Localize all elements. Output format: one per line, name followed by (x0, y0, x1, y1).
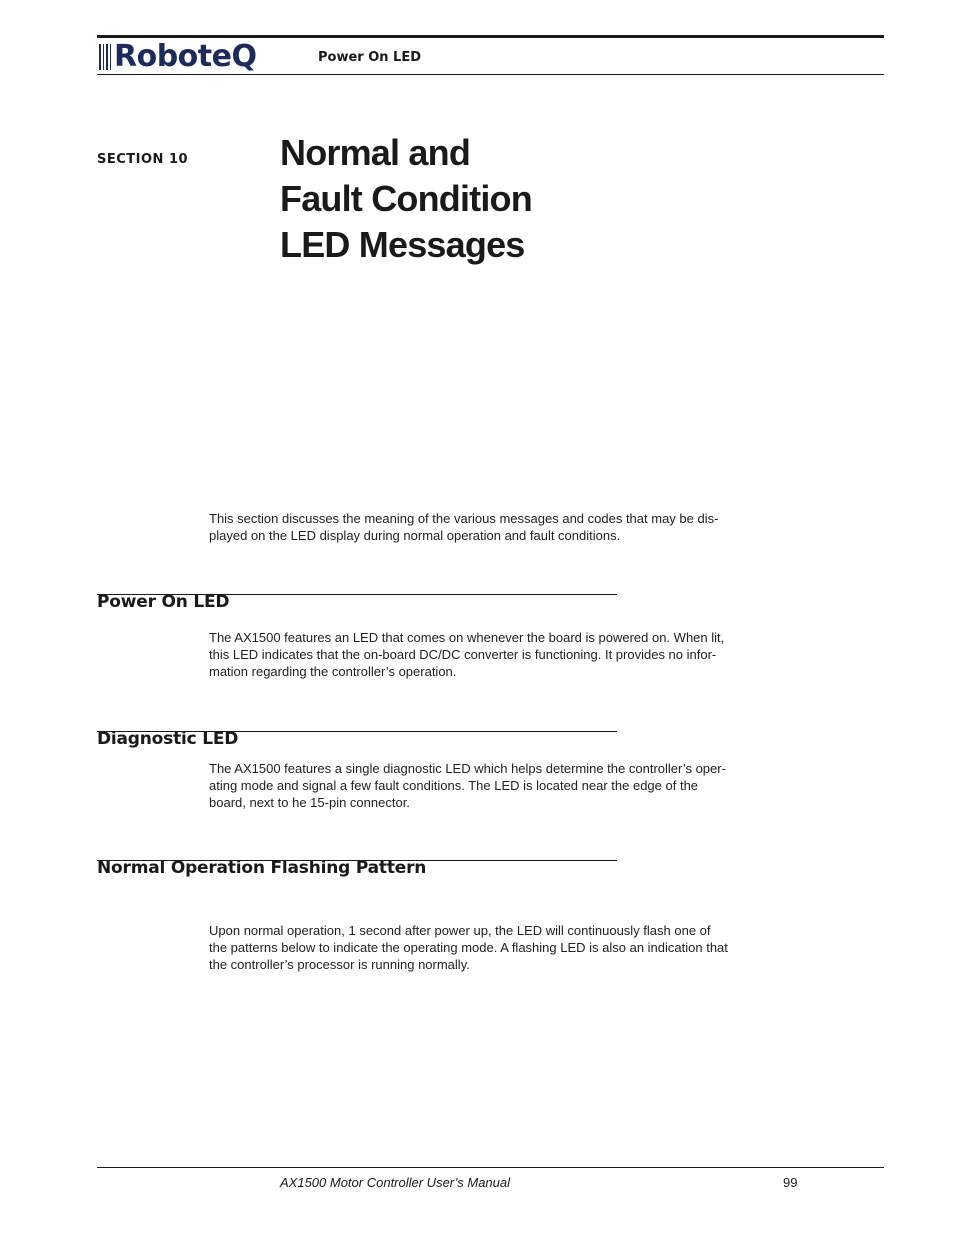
text-line: mation regarding the controller’s operation. (209, 664, 457, 680)
footer-manual-title: AX1500 Motor Controller User’s Manual (280, 1175, 511, 1190)
power-on-led-paragraph (209, 629, 779, 681)
text-line: the patterns below to indicate the operating mode. A flashing LED is also an indication that (209, 940, 728, 956)
text-line: the controller’s processor is running normally. (209, 957, 470, 973)
text-line: This section discusses the meaning of the various messages and codes that may be dis- (209, 511, 719, 526)
diagnostic-led-paragraph (209, 760, 779, 812)
footer-page-number: 99 (783, 1175, 798, 1190)
footer-rule (97, 1167, 884, 1168)
intro-paragraph (209, 510, 779, 544)
section-title-line: Fault Condition (280, 178, 532, 219)
text-line: this LED indicates that the on-board DC/DC converter is functioning. It provides no infor- (209, 647, 717, 663)
text-line: ating mode and signal a few fault conditions. The LED is located near the edge of the (209, 778, 699, 794)
normal-operation-paragraph (209, 922, 779, 974)
heading-normal-operation-flashing-pattern: Normal Operation Flashing Pattern (97, 858, 427, 878)
header-bottom-rule (97, 74, 884, 75)
header-top-rule (97, 35, 884, 38)
logo-text: RoboteQ (114, 39, 257, 74)
text-line: The AX1500 features a single diagnostic LED which helps determine the controller’s oper- (209, 761, 726, 776)
text-line: played on the LED display during normal operation and fault conditions. (209, 528, 621, 544)
section-title (280, 130, 532, 268)
heading-diagnostic-led: Diagnostic LED (97, 729, 239, 749)
heading-power-on-led: Power On LED (97, 592, 230, 612)
roboteq-logo (99, 40, 257, 74)
text-line: board, next to he 15-pin connector. (209, 795, 410, 811)
running-header-title: Power On LED (318, 50, 422, 65)
section-label: SECTION 10 (97, 152, 189, 167)
section-title-line: LED Messages (280, 224, 525, 265)
section-title-line: Normal and (280, 132, 471, 173)
logo-bars-icon (99, 44, 111, 70)
text-line: The AX1500 features an LED that comes on whenever the board is powered on. When lit, (209, 630, 725, 645)
text-line: Upon normal operation, 1 second after power up, the LED will continuously flash one of (209, 923, 711, 938)
